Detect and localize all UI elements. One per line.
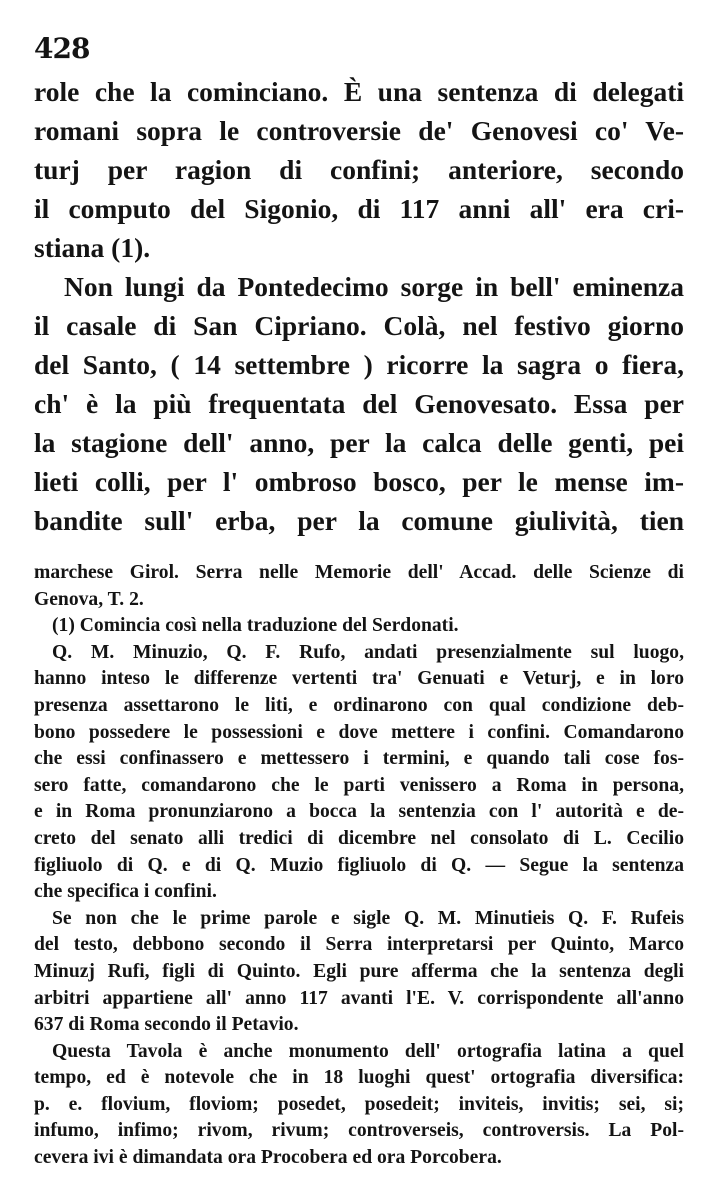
note-1-line-7: sero fatte, comandarono che le parti venissero a Roma in persona, [34, 774, 684, 796]
note-paragraph-3-line-4: infumo, infimo; rivom, rivum; controverseis, controversis. La Pol- [34, 1120, 684, 1142]
page-number: 428 [34, 32, 90, 65]
note-1-line-4: presenza assettarono le liti, e ordinarono con qual condizione deb- [34, 694, 684, 716]
note-paragraph-3-line-2: tempo, ed è notevole che in 18 luoghi quest' ortografia diversifica: [34, 1067, 684, 1089]
main-line-5: stiana (1). [34, 232, 151, 263]
note-paragraph-3-line-1: Questa Tavola è anche monumento dell' ortografia latina a quel [52, 1040, 684, 1062]
note-paragraph-3-line-5: cevera ivi è dimandata ora Procobera ed ora Porcobera. [34, 1147, 502, 1169]
main-line-10: la stagione dell' anno, per la calca delle genti, pei [34, 427, 684, 458]
note-1-line-11: che specifica i confini. [34, 881, 217, 903]
main-line-4: il computo del Sigonio, di 117 anni all' era cri- [34, 193, 684, 224]
note-paragraph-3-line-3: p. e. flovium, floviom; posedet, posedeit; inviteis, invitis; sei, si; [34, 1093, 684, 1115]
note-1-line-8: e in Roma pronunziarono a bocca la sentenzia con l' autorità e de- [34, 801, 684, 823]
note-paragraph-2-line-4: arbitri appartiene all' anno 117 avanti l'E. V. corrispondente all'anno [34, 987, 684, 1009]
note-1-line-1: (1) Comincia così nella traduzione del Serdonati. [52, 615, 459, 637]
note-1-line-5: bono possedere le possessioni e dove mettere i confini. Comandarono [34, 721, 684, 743]
main-line-11: lieti colli, per l' ombroso bosco, per le mense im- [34, 466, 684, 497]
main-line-9: ch' è la più frequentata del Genovesato. Essa per [34, 388, 684, 419]
main-text [34, 72, 684, 540]
note-continuation-line-1: marchese Girol. Serra nelle Memorie dell' Accad. delle Scienze di [34, 562, 684, 583]
main-line-12: bandite sull' erba, per la comune giulività, tien [34, 505, 684, 536]
footnotes [34, 560, 684, 1172]
note-paragraph-2-line-3: Minuzj Rufi, figli di Quinto. Egli pure afferma che la sentenza degli [34, 960, 684, 982]
note-continuation-line-2: Genova, T. 2. [34, 588, 144, 610]
note-1-line-10: figliuolo di Q. e di Q. Muzio figliuolo di Q. — Segue la sentenza [34, 854, 684, 876]
note-paragraph-2-line-2: del testo, debbono secondo il Serra interpretarsi per Quinto, Marco [34, 934, 684, 956]
main-line-2: romani sopra le controversie de' Genovesi co' Ve- [34, 115, 684, 146]
note-paragraph-2-line-5: 637 di Roma secondo il Petavio. [34, 1014, 299, 1036]
main-line-1: role che la cominciano. È una sentenza di delegati [34, 76, 684, 107]
note-1-line-6: che essi confinassero e mettessero i termini, e quando tali cose fos- [34, 748, 684, 770]
main-line-8: del Santo, ( 14 settembre ) ricorre la sagra o fiera, [34, 349, 684, 380]
main-line-6: Non lungi da Pontedecimo sorge in bell' eminenza [64, 271, 684, 302]
note-1-line-3: hanno inteso le differenze vertenti tra' Genuati e Veturj, e in loro [34, 668, 684, 690]
note-paragraph-2-line-1: Se non che le prime parole e sigle Q. M. Minutieis Q. F. Rufeis [52, 907, 684, 929]
note-1-line-9: creto del senato alli tredici di dicembre nel consolato di L. Cecilio [34, 827, 684, 849]
main-line-3: turj per ragion di confini; anteriore, secondo [34, 154, 684, 185]
note-1-line-2: Q. M. Minuzio, Q. F. Rufo, andati presenzialmente sul luogo, [52, 641, 684, 663]
main-line-7: il casale di San Cipriano. Colà, nel festivo giorno [34, 310, 684, 341]
